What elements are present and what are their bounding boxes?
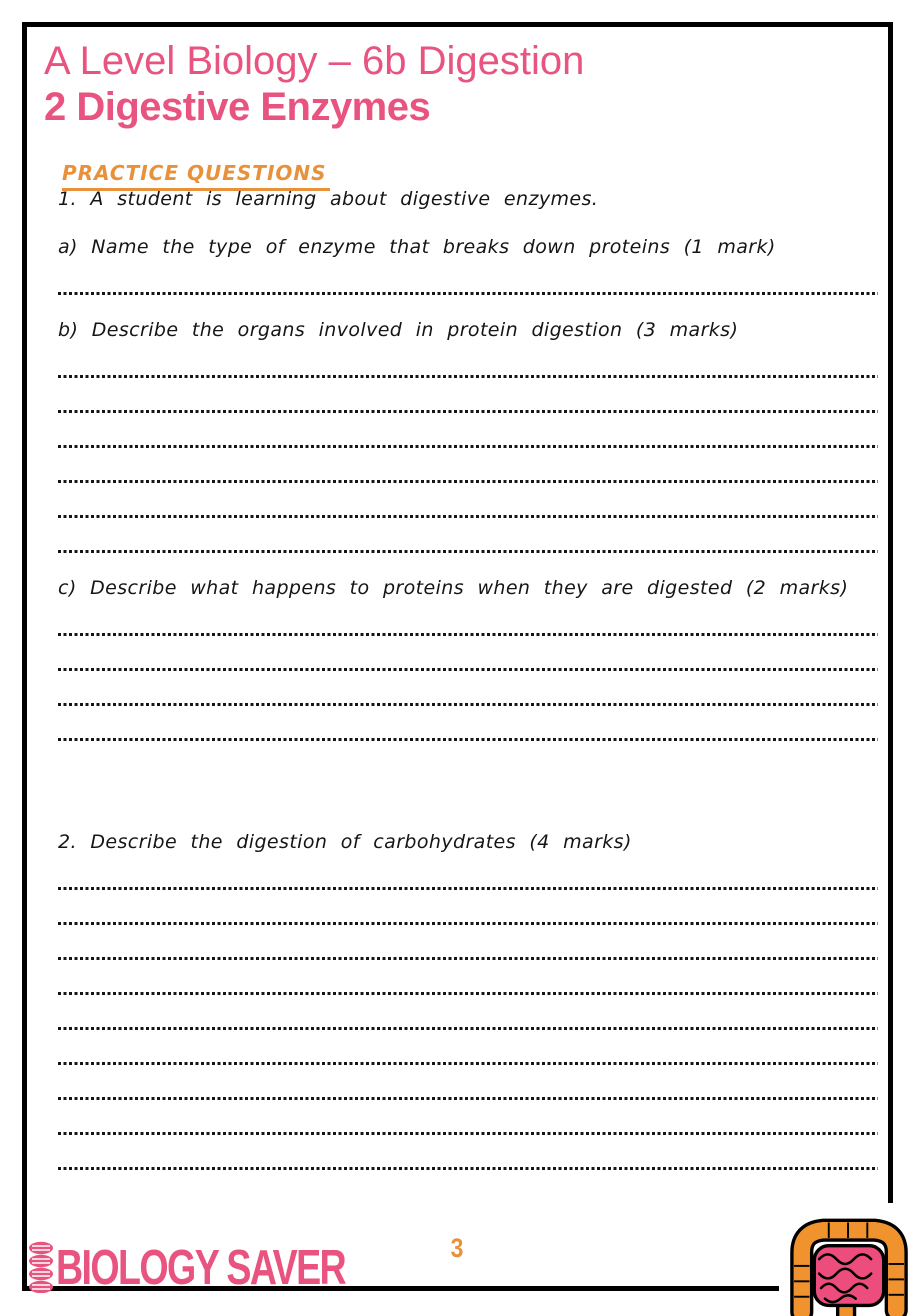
question-block <box>58 317 878 553</box>
answer-line <box>58 413 878 448</box>
answer-line <box>58 925 878 960</box>
page-number: 3 <box>450 1233 464 1263</box>
question-text: 1. A student is learning about digestive enzymes. <box>58 188 599 210</box>
question-text: b) Describe the organs involved in protein digestion (3 marks) <box>58 319 739 341</box>
question-text: 2. Describe the digestion of carbohydrates (4 marks) <box>58 831 632 853</box>
dna-helix-icon <box>28 1241 55 1293</box>
question-block <box>58 575 878 741</box>
answer-line <box>58 1100 878 1135</box>
question-block <box>58 234 878 295</box>
page-title: A Level Biology – 6b Digestion <box>44 39 585 83</box>
answer-line <box>58 1135 878 1170</box>
answer-line <box>58 636 878 671</box>
answer-line <box>58 378 878 413</box>
answer-line <box>58 601 878 636</box>
answer-line <box>58 260 878 295</box>
section-heading: PRACTICE QUESTIONS <box>62 161 330 191</box>
question-text: c) Describe what happens to proteins when they are digested (2 marks) <box>58 577 849 599</box>
question-text: a) Name the type of enzyme that breaks down proteins (1 mark) <box>58 236 776 258</box>
intestine-illustration-icon <box>786 1210 912 1316</box>
answer-line <box>58 890 878 925</box>
brand-logo <box>28 1238 417 1295</box>
page-subtitle: 2 Digestive Enzymes <box>44 85 431 129</box>
answer-line <box>58 995 878 1030</box>
question-block <box>58 186 878 212</box>
answer-line <box>58 706 878 741</box>
answer-line <box>58 671 878 706</box>
answer-line <box>58 483 878 518</box>
brand-logo-text: BIOLOGY SAVER <box>56 1238 346 1295</box>
header <box>44 38 584 191</box>
answer-line <box>58 1065 878 1100</box>
answer-line <box>58 448 878 483</box>
answer-line <box>58 343 878 378</box>
question-block <box>58 829 878 1170</box>
answer-line <box>58 855 878 890</box>
questions-container <box>58 186 878 1170</box>
answer-line <box>58 518 878 553</box>
answer-line <box>58 1030 878 1065</box>
answer-line <box>58 960 878 995</box>
